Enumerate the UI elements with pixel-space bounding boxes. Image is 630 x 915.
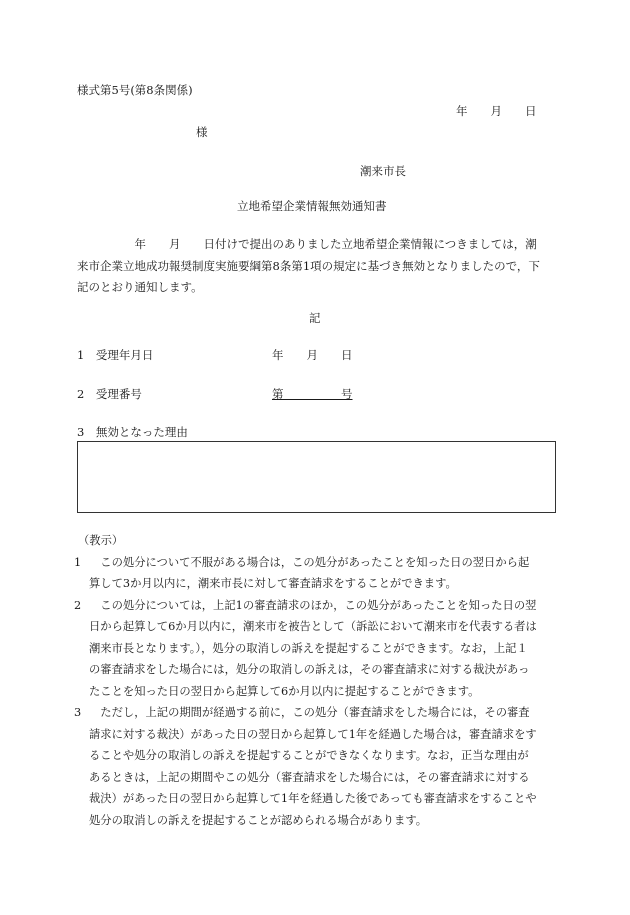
instruction-item: [72, 702, 558, 831]
instruction-line: この処分について不服がある場合は，この処分があったことを知った日の翌日から起: [89, 555, 530, 569]
item-receipt-number-label: 2 受理番号: [77, 387, 142, 401]
body-line: 年 月 日付けで提出のありました立地希望企業情報につきましては，潮: [77, 237, 537, 251]
body-line: 来市企業立地成功報奨制度実施要綱第8条第1項の規定に基づき無効となりましたので，下: [77, 258, 540, 273]
ki-heading: 記: [309, 311, 321, 325]
instruction-line: ることや処分の取消しの訴えを提起することができなくなります。なお，正当な理由が: [89, 749, 529, 762]
instruction-number: 3: [74, 706, 82, 719]
issuer: 潮来市長: [360, 164, 406, 178]
body-paragraph: [77, 234, 557, 299]
instruction-item: [72, 595, 558, 703]
instruction-section: [72, 530, 558, 831]
instruction-line: 算して3か月以内に，潮来市長に対して審査請求をすることができます。: [89, 577, 457, 590]
instruction-line: ただし，上記の期間が経過する前に，この処分（審査請求をした場合には，その審査: [89, 706, 530, 719]
item-receipt-date-value: 年 月 日: [272, 348, 353, 362]
item-receipt-number-value: 第 号: [272, 387, 353, 401]
document-title: 立地希望企業情報無効通知書: [237, 199, 387, 213]
reason-box: [77, 441, 556, 513]
item-reason-label: 3 無効となった理由: [77, 425, 188, 439]
instruction-heading: （教示）: [78, 534, 124, 547]
instruction-item: [72, 552, 558, 595]
instruction-line: あるときは，上記の期間やこの処分（審査請求をした場合には，その審査請求に対する: [89, 770, 530, 784]
instruction-line: たことを知った日の翌日から起算して6か月以内に提起することができます。: [89, 684, 480, 698]
instruction-number: 2: [74, 598, 82, 612]
instruction-line: 日から起算して6か月以内に，潮来市を被告として（訴訟において潮来市を代表する者は: [89, 620, 537, 633]
date-line: 年 月 日: [456, 104, 537, 118]
form-number: 様式第5号(第8条関係): [77, 83, 193, 97]
instruction-line: の審査請求をした場合には，処分の取消しの訴えは，その審査請求に対する裁決があっ: [89, 663, 530, 676]
instruction-number: 1: [74, 555, 82, 569]
instruction-line: この処分については，上記1の審査請求のほか，この処分があったことを知った日の翌: [89, 598, 537, 612]
instruction-line: 潮来市長となります。），処分の取消しの訴えを提起することができます。なお，上記１: [89, 641, 528, 655]
addressee: 様: [196, 125, 208, 139]
body-line: 記のとおり通知します。: [77, 280, 203, 294]
instruction-line: 処分の取消しの訴えを提起することが認められる場合があります。: [89, 813, 428, 827]
instruction-line: 裁決）があった日の翌日から起算して1年を経過した後であっても審査請求をすることや: [89, 792, 537, 805]
instruction-line: 請求に対する裁決）があった日の翌日から起算して1年を経過した場合は，審査請求をす: [89, 727, 537, 741]
item-receipt-date-label: 1 受理年月日: [77, 348, 154, 362]
